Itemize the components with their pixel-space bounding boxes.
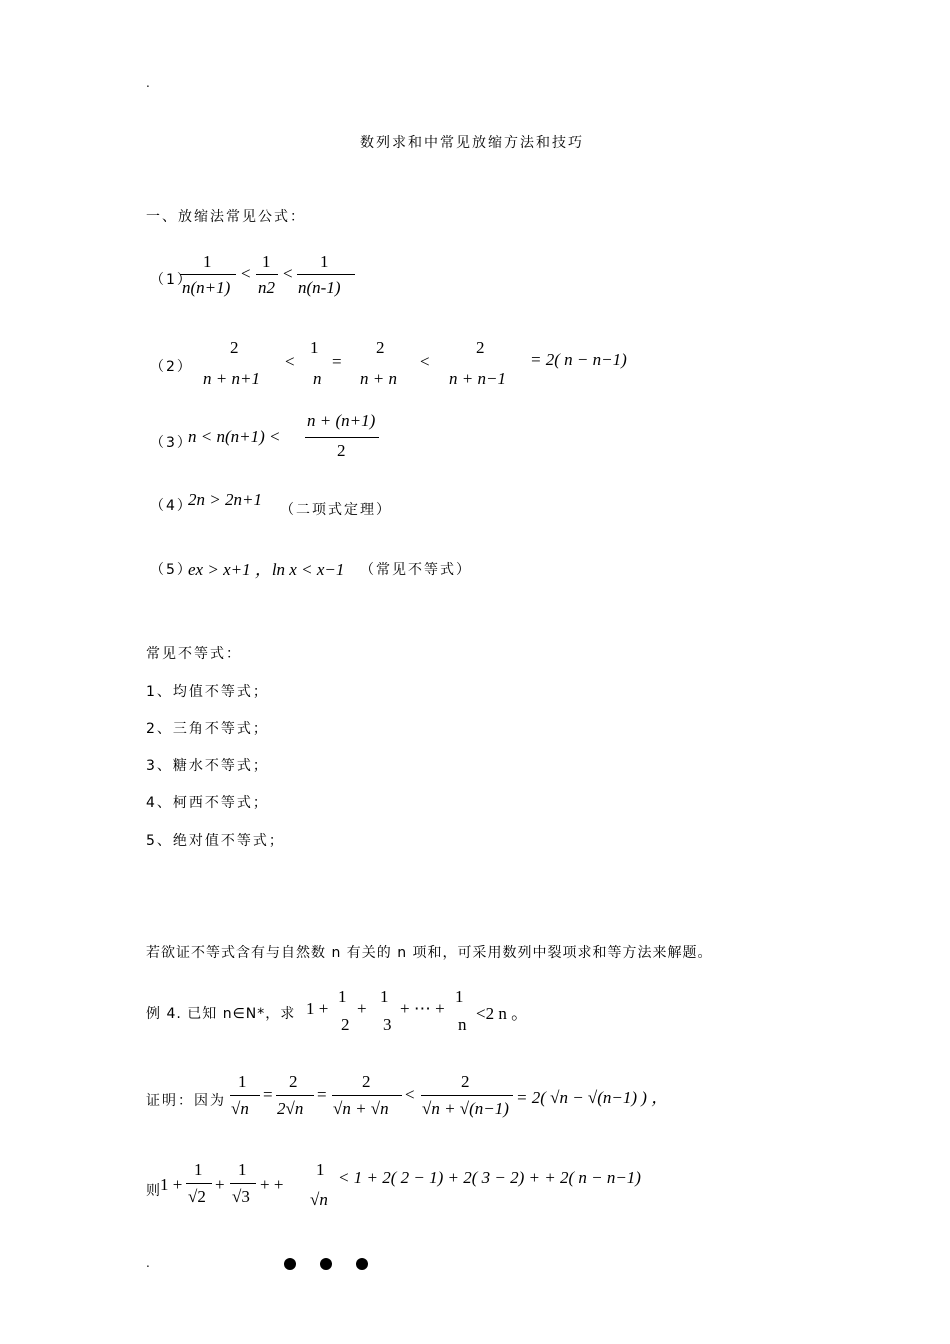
example-4-term3-numerator: 1 [380,987,389,1006]
proof-eq-2: = [317,1085,327,1104]
formula-2-c-numerator: 2 [376,338,385,357]
formula-2-lt-1: < [285,352,295,371]
proof-c-denominator: √n + √n [333,1099,389,1118]
formula-3-numerator: n + (n+1) [307,411,376,430]
proof-b-numerator: 2 [289,1072,298,1091]
proof-c-numerator: 2 [362,1072,371,1091]
proof-b-denominator: 2√n [277,1099,304,1118]
proof-lt: < [405,1085,415,1104]
formula-1-c-numerator: 1 [320,252,329,271]
example-4-dots: + ⋯ + [400,999,445,1018]
formula-1-b-numerator: 1 [262,252,271,271]
then-term3-denominator: √3 [232,1187,250,1206]
formula-2-eq: = [332,352,342,371]
proof-rhs: = 2( √n − √(n−1) ) ， [516,1088,669,1107]
formula-4-label: （4） [150,498,193,514]
proof-d-numerator: 2 [461,1072,470,1091]
formula-3-denominator: 2 [337,441,346,460]
example-4-term2-numerator: 1 [338,987,347,1006]
then-label: 则 [146,1183,162,1199]
then-term2-numerator: 1 [194,1160,203,1179]
then-term2-denominator: √2 [188,1187,206,1206]
formula-5-label: （5） [150,562,193,578]
page-marker-dot: . [146,76,150,90]
formula-4-note: （二项式定理） [280,502,392,518]
proof-label: 证明：因为 [146,1093,226,1109]
formula-2-lt-2: < [420,352,430,371]
formula-1-b-denominator: n2 [258,278,275,297]
formula-4-expr: 2n > 2n+1 [188,490,262,509]
formula-2-d-denominator: n + n−1 [449,369,506,388]
formula-1-a-numerator: 1 [203,252,212,271]
formula-2-a-numerator: 2 [230,338,239,357]
formula-2-b-numerator: 1 [310,338,319,357]
common-list-item: 3、糖水不等式； [146,758,269,774]
example-4-term2-denominator: 2 [341,1015,350,1034]
bullet-icon [284,1258,296,1270]
formula-1-label: （1） [150,272,193,288]
formula-1-lt-1: < [241,264,251,283]
common-list-item: 5、绝对值不等式； [146,833,285,849]
formula-2-label: （2） [150,359,193,375]
common-list-item: 1、均值不等式； [146,684,269,700]
formula-3-label: （3） [150,435,193,451]
then-plus: + [215,1175,225,1194]
formula-2-rhs: = 2( n − n−1) [530,350,627,369]
example-4-term3-denominator: 3 [383,1015,392,1034]
formula-5-expr: ex > x+1 ，ln x < x−1 [188,560,345,579]
formula-3-lhs: n < n(n+1) < [188,427,281,446]
then-rhs: < 1 + 2( 2 − 1) + 2( 3 − 2) + + 2( n − n−1) [338,1168,641,1187]
section-heading-formulas: 一、放缩法常见公式： [146,209,306,225]
proof-a-numerator: 1 [238,1072,247,1091]
formula-1-c-denominator: n(n-1) [298,278,341,297]
proof-d-denominator: √n + √(n−1) [422,1099,509,1118]
common-list-item: 4、柯西不等式； [146,795,269,811]
example-4-termn-numerator: 1 [455,987,464,1006]
formula-5-note: （常见不等式） [360,562,472,578]
page-marker-dot: . [146,1256,150,1270]
formula-2-a-denominator: n + n+1 [203,369,260,388]
then-dots: + + [260,1175,284,1194]
proof-a-denominator: √n [231,1099,249,1118]
example-4-plus: + [357,999,367,1018]
then-termn-numerator: 1 [316,1160,325,1179]
common-list-item: 2、三角不等式； [146,721,269,737]
intro-paragraph: 若欲证不等式含有与自然数 n 有关的 n 项和，可采用数列中裂项求和等方法来解题。 [146,945,713,961]
formula-2-c-denominator: n + n [360,369,397,388]
example-4-rhs: <2 n 。 [476,1004,529,1023]
then-term3-numerator: 1 [238,1160,247,1179]
formula-2-b-denominator: n [313,369,322,388]
example-4-expr-start: 1 + [306,999,329,1018]
then-termn-denominator: √n [310,1190,328,1209]
bullet-icon [320,1258,332,1270]
formula-2-d-numerator: 2 [476,338,485,357]
example-4-termn-denominator: n [458,1015,467,1034]
common-inequalities-heading: 常见不等式： [146,646,242,662]
then-lhs: 1 + [160,1175,183,1194]
bullet-icon [356,1258,368,1270]
formula-1-lt-2: < [283,264,293,283]
example-4-label: 例 4. 已知 n∈N*，求 [146,1006,296,1022]
page-title: 数列求和中常见放缩方法和技巧 [360,135,584,151]
proof-eq-1: = [263,1085,273,1104]
formula-1-a-denominator: n(n+1) [182,278,231,297]
